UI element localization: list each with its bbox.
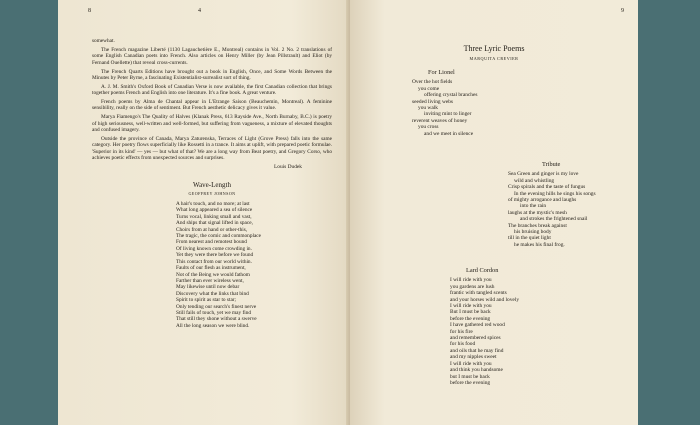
poem-line: before the evening [450,315,491,322]
right-page-number: 9 [621,8,624,14]
left-page-number: 8 [88,8,91,14]
poem-line: and my nipples sweet [450,354,497,361]
poem-line: This contact from our world within. [176,258,252,265]
poem-line: for his fire [450,328,473,335]
poem-line: Choirs from at hand or other-this, [176,226,248,233]
poem-heading: For Lionel [428,69,455,76]
left-running-mark: 4 [198,8,201,14]
poem-line: Sea Green and ginger is my love [508,171,579,178]
poem-for-lionel [412,70,478,137]
poem-line: The branches break against [508,222,567,229]
poem-line: I will ride with you [450,277,492,284]
poem-line: you come [418,85,440,92]
poem-line: Yet they were there before we found [176,252,254,259]
poem-line: before the evening [450,379,491,386]
poem-line: he makes his final frog. [514,241,565,248]
poem-line: offering crystal branches [424,92,478,99]
poem-title: Wave-Length [193,181,231,190]
poem-line: Still fails of touch, yet we may find [176,309,252,316]
poem-lard-cordon [450,268,519,386]
book-spread [58,0,638,425]
poem-line: wild and whistling [514,177,555,184]
poem-line: Only tending our search's finest nerve [176,303,257,310]
poem-line: reverent weaves of honey [412,117,468,124]
poem-line: What long appeared a sea of silence [176,207,253,214]
poem-line: Spirit to spirit as star to star; [176,297,237,304]
poem-line: Turns vocal, linking small and vast, [176,213,252,220]
left-text-block [92,38,332,329]
poem-line: frantic with tangled scents [450,290,507,297]
poem-line: and oils that he may find [450,347,504,354]
paragraph: somewhat. [92,38,115,44]
paragraph: The French magazine Liberté (1130 Lagauchetière E., Montreal) contains in Vol. 2 No. 2 translations of some English Canadian poets into French. Also articles on Henry Miller (by Jean Pillstrault) and Eliot (by Fernand Ouellette) that reveal cross-currents. [92,46,332,66]
poem-heading: Tribute [542,161,561,168]
poem-line: till in the quiet light [508,235,551,242]
poem-lines [176,201,332,329]
poem-line: but I must be back [450,373,490,380]
right-page [350,0,638,425]
poem-line: and strokes the frightened snail [520,216,588,223]
poem-line: Farther than ever wireless went, [176,277,244,284]
signature: Louis Dudek [274,164,302,170]
poem-tribute [508,162,596,248]
paragraph: A. J. M. Smith's Oxford Book of Canadian Verse is now available, the first Canadian collection that brings together poems French and English into one literature. It's a fine book. A great venture. [92,83,332,97]
poem-line: his bruising body [514,229,552,236]
poem-line: That still they shone without a swerve [176,316,257,323]
poem-line: I have gathered red wood [450,322,505,329]
poem-line: Faults of our flesh as instrument, [176,265,246,272]
poem-line: The tragic, the comic and commonplace [176,233,262,240]
poem-line: seeded living webs [412,98,454,105]
poem-line: you gardens are lush [450,283,495,290]
poem-line: inviting mint to linger [424,111,472,118]
poem-line: and think you handsome [450,367,503,374]
poem-line: into the rain [520,203,547,210]
section-title: Three Lyric Poems [463,44,525,53]
poem-author: GEOFFREY JOHNSON [188,190,236,196]
poem-line: you cross [418,124,439,131]
poem-line: you walk [418,105,438,112]
poem-line: May likewise until now debar [176,284,240,291]
poem-line: And ships that signal lifted in space, [176,220,253,227]
poem-line: Crisp spirals and the taste of fungus [508,184,586,191]
poem-line: Discovery what the links that bind [176,290,249,297]
poem-line: I will ride with you [450,360,492,367]
paragraph: Outside the province of Canada, Marya Zaturenska, Terraces of Light (Grove Press) falls into the same category. Her poetry flows superficially like Rossetti in a trance. It aims at uplift, with prepared poetic formulae. 'Superior in its kind' — yes — but what of that? We are a long way from Beat poetry, and Gregory Corso, who achieves poetic effects from unexpected sources and surprises. [92,136,332,162]
poem-line: Not of the Being we would fathom [176,271,250,278]
poem-heading: Lard Cordon [466,267,499,274]
paragraph: Marya Fiamengo's The Quality of Halves (Klanak Press, 613 Rayside Ave., North Burnaby, B.C.) is poetry of high seriousness, well-written and well-formed, but suffering from vagueness, a mixture of elevated thoughts and confused imagery. [92,114,332,134]
poem-line: and remembered spices [450,335,501,342]
poem-line: and we meet in silence [424,130,474,137]
poem-line: and your horses wild and lovely [450,296,520,303]
poem-line: But I must be back [450,309,491,316]
poem-line: All the long season we were blind. [176,322,250,329]
poem-line: Of living known come crowding in. [176,245,252,252]
poem-line: laughs at the mystic's mesh [508,209,567,216]
poem-line: for his food [450,341,476,348]
poem-line: From nearest and remotest bound [176,239,247,246]
paragraph: The French Quarts Editions have brought out a book in English, Once, and Some Words Between the Minutes by Peter Byrne, a fascinating Existentialist-surrealist sort of thing. [92,68,332,81]
section-author: MARQUITA CREVIER [469,56,519,61]
poem-line: I will ride with you [450,303,492,310]
left-page [58,0,350,425]
poem-line: In the evening hills he sings his songs [514,190,596,197]
poem-line: Over the hot fields [412,79,453,86]
paragraph: French poems by Alma de Chantal appear in L'Etrange Saison (Beauchemin, Montreal). A feminine sensibility, really on the side of sentiment. But French aesthetic delicacy gives it value. [92,99,332,112]
poem-line: of mighty arrogance and laughs [508,197,577,204]
poem-line: A hair's touch, and no more; at last [176,201,250,208]
